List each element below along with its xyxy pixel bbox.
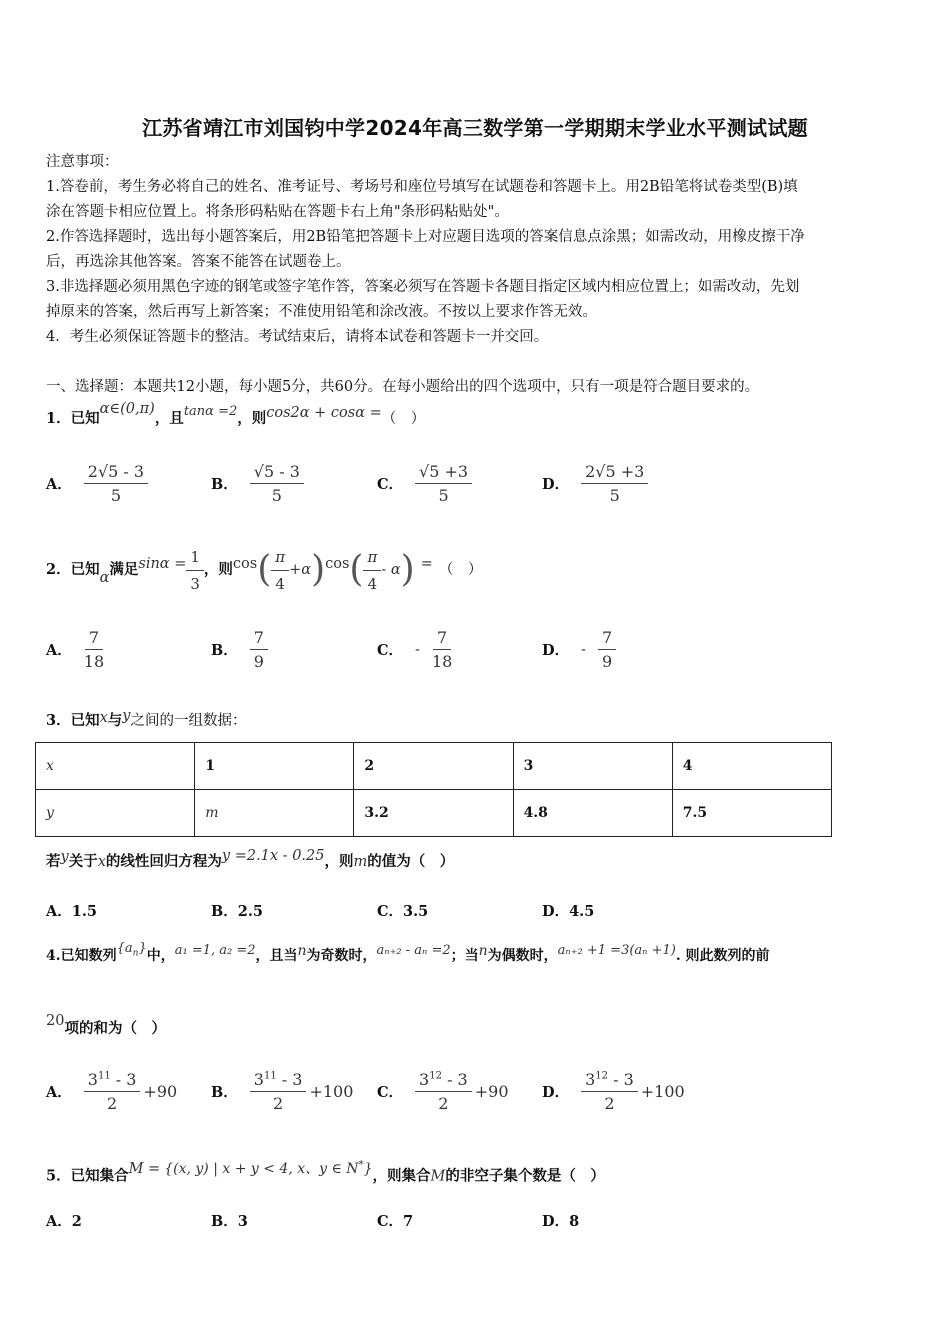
option-c[interactable]: C． $\frac{3^{12} - 3}{2}$ +90	[377, 1070, 509, 1113]
notice-item: 掉原来的答案，然后再写上新答案；不准使用铅笔和涂改液。不按以上要求作答无效。	[46, 304, 597, 320]
option-c[interactable]: C．3.5	[377, 903, 429, 920]
option-c[interactable]: C． - $\frac{7}{18}$	[377, 628, 453, 671]
notice-item: 4．考生必须保证答题卡的整洁。考试结束后，请将本试卷和答题卡一并交回。	[46, 329, 549, 345]
page-title: 江苏省靖江市刘国钧中学2024年高三数学第一学期期末学业水平测试试题	[142, 116, 808, 140]
option-d[interactable]: D．8	[542, 1213, 580, 1230]
notice-heading: 注意事项：	[46, 154, 119, 170]
notice-item: 1.答卷前，考生务必将自己的姓名、准考证号、考场号和座位号填写在试题卷和答题卡上。用2B铅笔将试卷类型(B)填	[46, 179, 798, 195]
option-d[interactable]: D． $\frac{2√5 +3}{5}$	[542, 462, 648, 505]
option-a[interactable]: A．2	[46, 1213, 82, 1230]
option-d[interactable]: D． - $\frac{7}{9}$	[542, 628, 616, 671]
question-3-stem: 若y关于x的线性回归方程为y =2.1x - 0.25，则m的值为（ ）	[46, 848, 455, 870]
option-d[interactable]: D． $\frac{3^{12} - 3}{2}$ +100	[542, 1070, 685, 1113]
option-b[interactable]: B． $\frac{3^{11} - 3}{2}$ +100	[211, 1070, 354, 1113]
notice-item: 涂在答题卡相应位置上。将条形码粘贴在答题卡右上角"条形码粘贴处"。	[46, 204, 509, 220]
option-a[interactable]: A．1.5	[46, 903, 97, 920]
option-b[interactable]: B．2.5	[211, 903, 263, 920]
question-2: 2．已知 α 满足 sinα = $\frac{1}{3}$ ，则 cos ( $\frac{\pi}{4}$ +α ) cos ( $\frac{\pi}{4}$ - α ) = （ ）	[46, 547, 483, 593]
option-a[interactable]: A． $\frac{3^{11} - 3}{2}$ +90	[46, 1070, 178, 1113]
question-4-cont: 20项的和为（ ）	[46, 1013, 166, 1037]
option-b[interactable]: B． $\frac{7}{9}$	[211, 628, 268, 671]
option-a[interactable]: A． $\frac{7}{18}$	[46, 628, 105, 671]
section-heading: 一、选择题：本题共12小题，每小题5分，共60分。在每小题给出的四个选项中，只有一项是符合题目要求的。	[46, 379, 760, 395]
option-c[interactable]: C．7	[377, 1213, 414, 1230]
option-c[interactable]: C． $\frac{√5 +3}{5}$	[377, 462, 472, 505]
question-4: 4.已知数列$\{a_n\}$中，a₁ =1, a₂ =2，且当n为奇数时，aₙ₊₂ - aₙ =2；当n为偶数时，aₙ₊₂ +1 =3(aₙ +1). 则此数列的前	[46, 941, 770, 964]
question-1: 1．已知α∈(0,π)，且tanα =2，则cos2α + cosα =（ ）	[46, 401, 426, 427]
question-5: 5．已知集合M = {(x, y) | x + y < 4, x、y ∈ N*}，则集合M的非空子集个数是（ ）	[46, 1159, 605, 1185]
option-d[interactable]: D．4.5	[542, 903, 595, 920]
question-3: 3．已知x与y之间的一组数据：	[46, 708, 247, 729]
option-a[interactable]: A． $\frac{2√5 - 3}{5}$	[46, 462, 148, 505]
data-table	[35, 742, 832, 837]
notice-item: 2.作答选择题时，选出每小题答案后，用2B铅笔把答题卡上对应题目选项的答案信息点涂黑；如需改动，用橡皮擦干净	[46, 229, 805, 245]
notice-item: 后，再选涂其他答案。答案不能答在试题卷上。	[46, 254, 351, 270]
notice-item: 3.非选择题必须用黑色字迹的钢笔或签字笔作答，答案必须写在答题卡各题目指定区域内相应位置上；如需改动，先划	[46, 279, 800, 295]
option-b[interactable]: B．3	[211, 1213, 248, 1230]
table-row: y m 3.2 4.8 7.5	[36, 790, 832, 837]
option-b[interactable]: B． $\frac{√5 - 3}{5}$	[211, 462, 304, 505]
table-row: x 1 2 3 4	[36, 743, 832, 790]
